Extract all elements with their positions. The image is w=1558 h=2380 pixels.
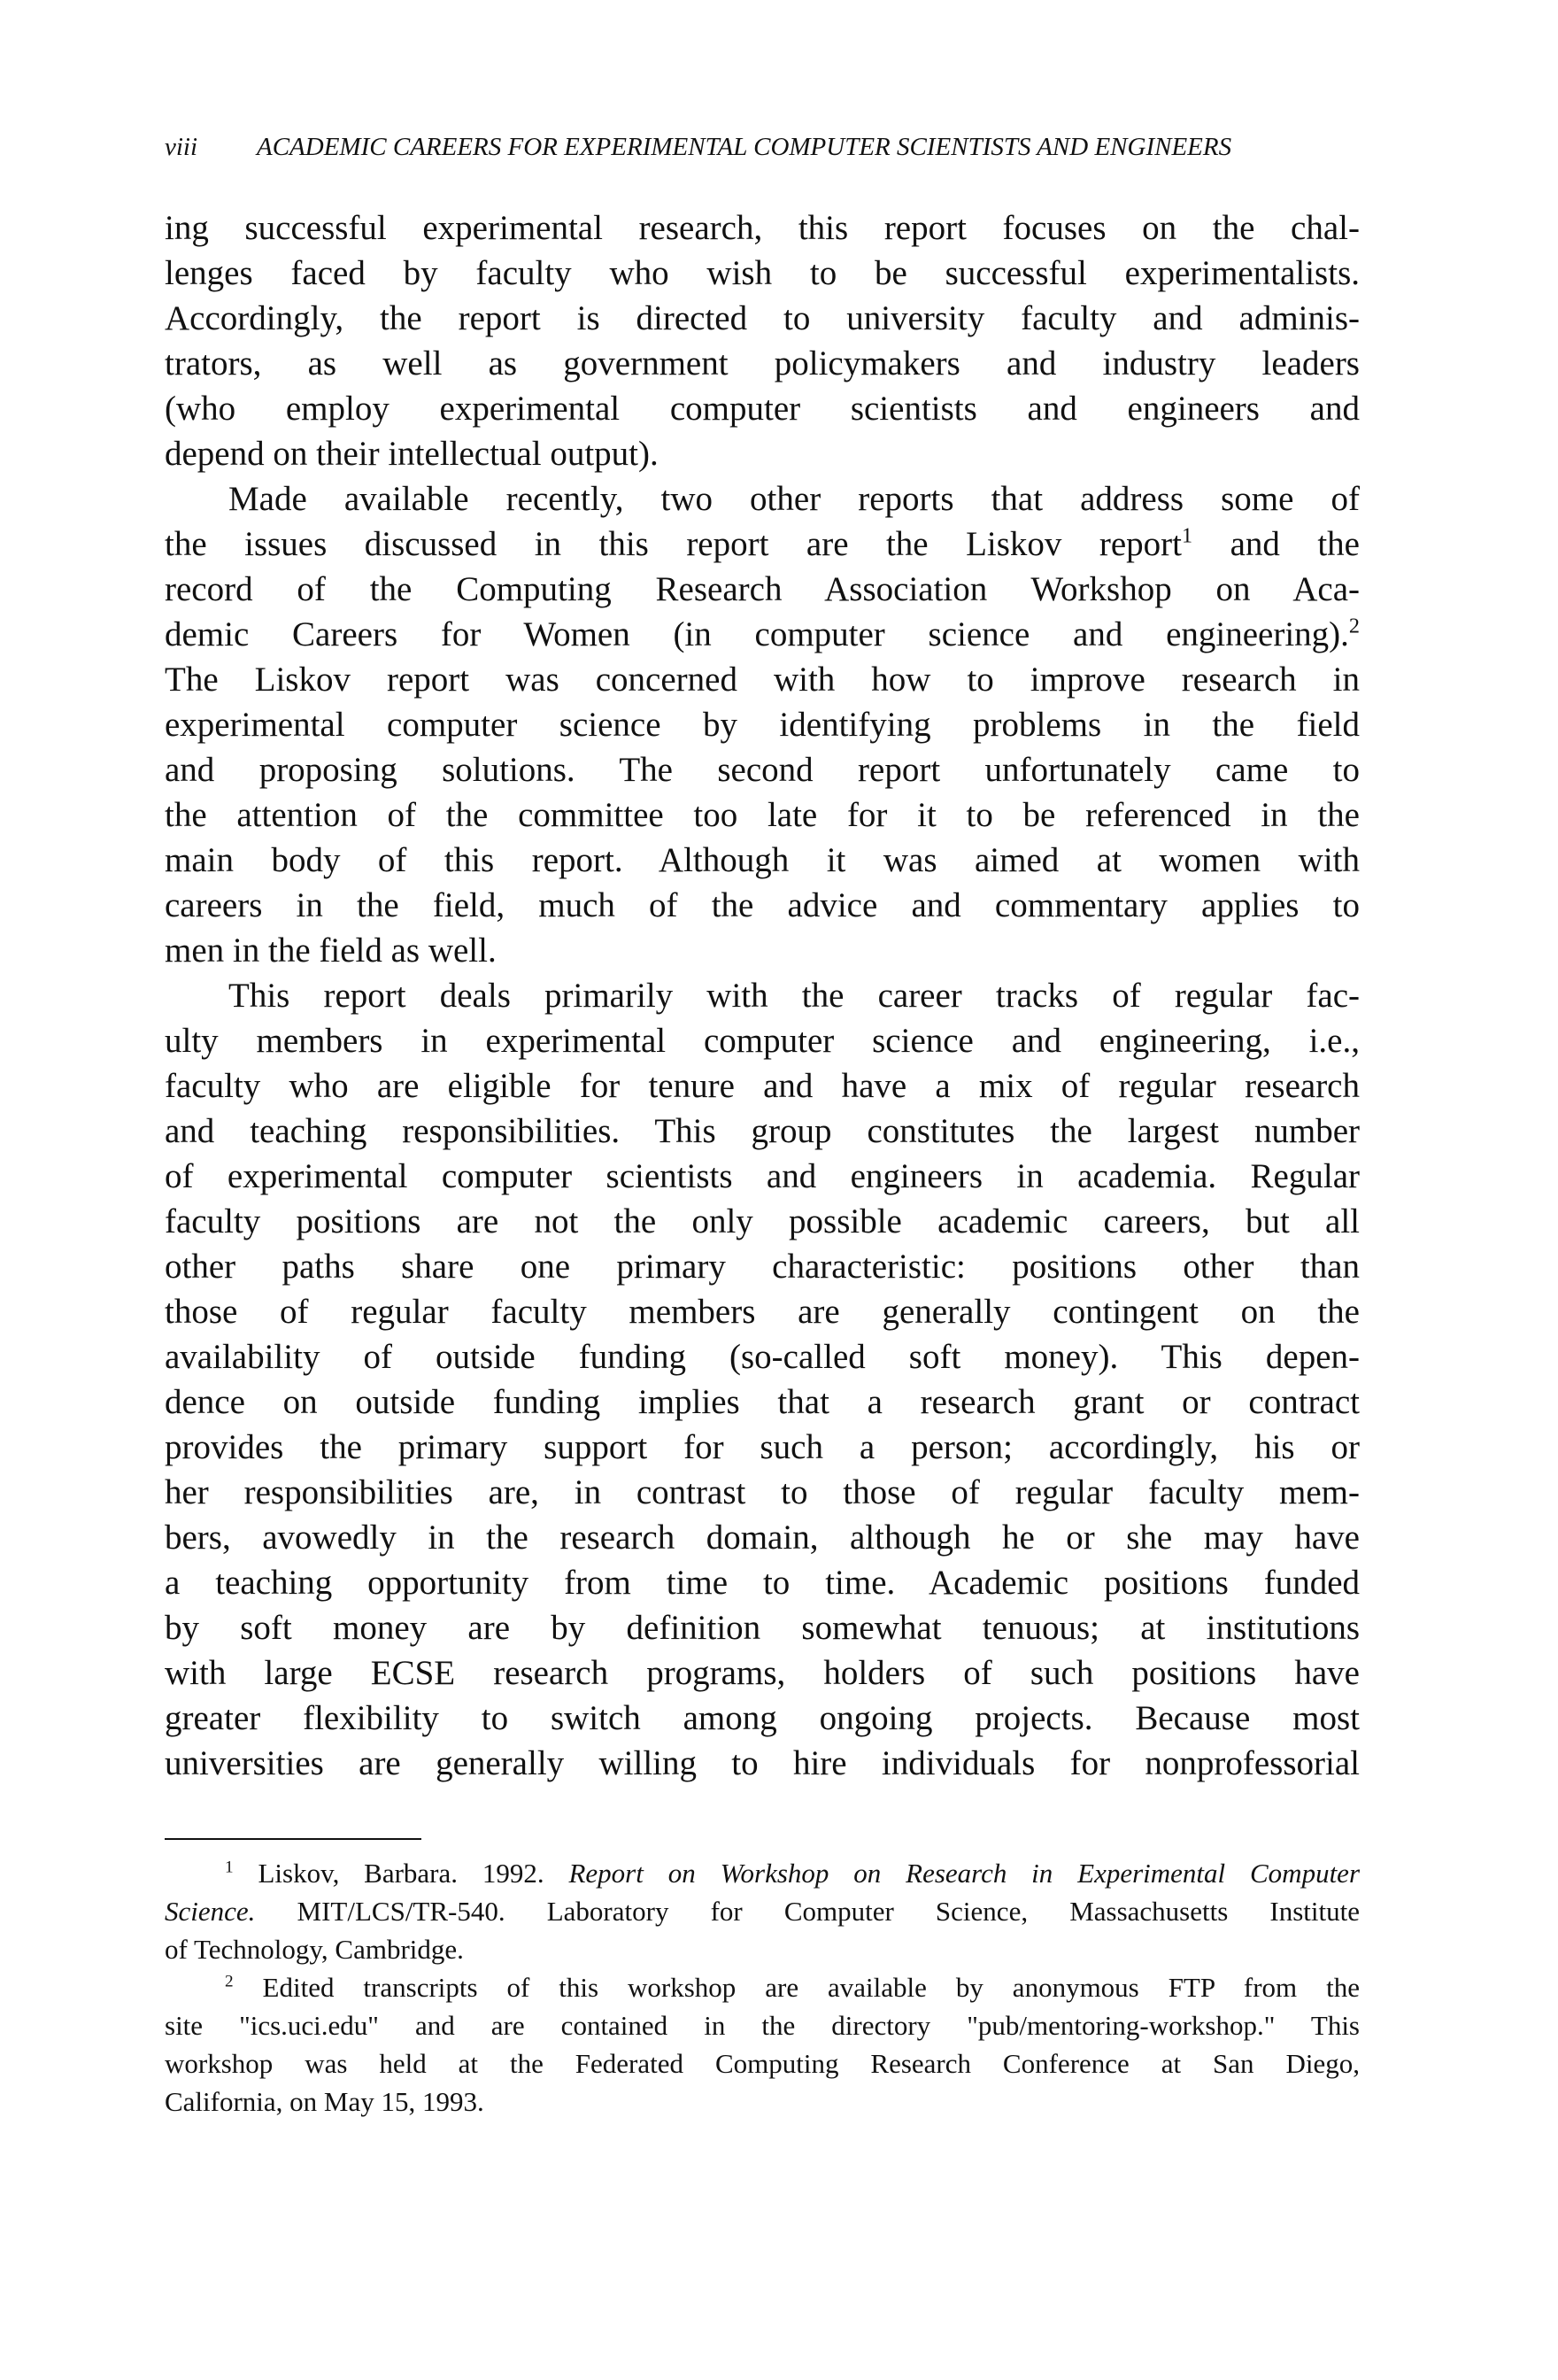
text-line — [165, 251, 1360, 296]
text: (who employ experimental computer scientists and engineers and — [165, 390, 1360, 428]
text: and the — [1192, 525, 1360, 563]
text-line — [165, 1560, 1360, 1605]
text-line — [165, 1244, 1360, 1289]
footnote-marker: 1 — [1182, 523, 1193, 548]
footnote-line — [165, 2082, 1360, 2121]
text: bers, avowedly in the research domain, although he or she may have — [165, 1518, 1360, 1557]
text: careers in the field, much of the advice and commentary applies to — [165, 886, 1360, 924]
text-line — [165, 1470, 1360, 1515]
text: of Technology, Cambridge. — [165, 1934, 464, 1965]
text-line — [165, 1334, 1360, 1379]
text-line — [165, 1515, 1360, 1560]
text: This report deals primarily with the career tracks of regular fac- — [228, 977, 1360, 1015]
text-line — [165, 1018, 1360, 1063]
footnote-line — [165, 1892, 1360, 1930]
footnote-marker: 2 — [225, 1972, 234, 1991]
text-line — [165, 522, 1360, 567]
text-line — [165, 1063, 1360, 1109]
footnote-line — [165, 1930, 1360, 1968]
text-line — [165, 1154, 1360, 1199]
running-title: ACADEMIC CAREERS FOR EXPERIMENTAL COMPUTER SCIENTISTS AND ENGINEERS — [257, 133, 1232, 161]
text: Edited transcripts of this workshop are available by anonymous FTP from the — [233, 1972, 1360, 2003]
text-line — [165, 747, 1360, 792]
text-line — [165, 431, 1360, 476]
text: greater flexibility to switch among ongoing projects. Because most — [165, 1699, 1360, 1737]
text: by soft money are by definition somewhat tenuous; at institutions — [165, 1609, 1360, 1647]
text-line — [165, 657, 1360, 702]
text: dence on outside funding implies that a research grant or contract — [165, 1383, 1360, 1421]
text: depend on their intellectual output). — [165, 435, 659, 473]
text-line — [165, 296, 1360, 341]
text-line — [165, 205, 1360, 251]
text-line — [165, 973, 1360, 1018]
text: Liskov, Barbara. 1992. — [233, 1858, 569, 1889]
text: experimental computer science by identifying problems in the field — [165, 706, 1360, 744]
text-line — [165, 341, 1360, 386]
text: availability of outside funding (so-called soft money). This depen- — [165, 1338, 1360, 1376]
text: ulty members in experimental computer science and engineering, i.e., — [165, 1022, 1360, 1060]
footnote-line — [165, 1854, 1360, 1892]
text: main body of this report. Although it was aimed at women with — [165, 841, 1360, 879]
text-line — [165, 883, 1360, 928]
text-line — [165, 702, 1360, 747]
text-line — [165, 792, 1360, 838]
footnote-line — [165, 2006, 1360, 2044]
text-line — [165, 612, 1360, 657]
text-line — [165, 1650, 1360, 1696]
text: Made available recently, two other reports that address some of — [228, 480, 1360, 518]
text: and proposing solutions. The second report unfortunately came to — [165, 751, 1360, 789]
text: The Liskov report was concerned with how to improve research in — [165, 661, 1360, 699]
text-line — [165, 1199, 1360, 1244]
text-line — [165, 386, 1360, 431]
text: workshop was held at the Federated Computing Research Conference at San Diego, — [165, 2048, 1360, 2079]
text-line — [165, 1289, 1360, 1334]
running-header — [165, 133, 1360, 162]
text: faculty who are eligible for tenure and have a mix of regular research — [165, 1067, 1360, 1105]
text: the attention of the committee too late for it to be referenced in the — [165, 796, 1360, 834]
text-line — [165, 1605, 1360, 1650]
text: those of regular faculty members are generally contingent on the — [165, 1293, 1360, 1331]
text: faculty positions are not the only possible academic careers, but all — [165, 1202, 1360, 1240]
text: other paths share one primary characteristic: positions other than — [165, 1248, 1360, 1286]
text: lenges faced by faculty who wish to be successful experimentalists. — [165, 254, 1360, 292]
text: provides the primary support for such a person; accordingly, his or — [165, 1428, 1360, 1466]
text: men in the field as well. — [165, 931, 497, 970]
footnote-marker: 2 — [1348, 614, 1360, 638]
footnotes — [165, 1854, 1360, 2121]
text: trators, as well as government policymakers and industry leaders — [165, 344, 1360, 382]
text: of experimental computer scientists and engineers in academia. Regular — [165, 1157, 1360, 1195]
text-line — [165, 1379, 1360, 1425]
text: MIT/LCS/TR-540. Laboratory for Computer Science, Massachusetts Institute — [255, 1896, 1360, 1927]
text: Accordingly, the report is directed to university faculty and adminis- — [165, 299, 1360, 337]
footnote-marker: 1 — [225, 1858, 234, 1877]
text: a teaching opportunity from time to time. Academic positions funded — [165, 1564, 1360, 1602]
text-line — [165, 838, 1360, 883]
text: site "ics.uci.edu" and are contained in the directory "pub/mentoring-workshop." This — [165, 2010, 1360, 2041]
text: demic Careers for Women (in computer science and engineering). — [165, 615, 1349, 653]
text-line — [165, 1741, 1360, 1786]
text-line — [165, 928, 1360, 973]
body-text — [165, 205, 1360, 1786]
text-line — [165, 567, 1360, 612]
footnote-line — [165, 2044, 1360, 2082]
text-line — [165, 1425, 1360, 1470]
text-line — [165, 1696, 1360, 1741]
text: the issues discussed in this report are the Liskov report — [165, 525, 1183, 563]
text: her responsibilities are, in contrast to those of regular faculty mem- — [165, 1473, 1360, 1511]
page-number: viii — [165, 133, 198, 161]
text-line — [165, 1109, 1360, 1154]
italic-text: Science. — [165, 1896, 256, 1927]
text: record of the Computing Research Association Workshop on Aca- — [165, 570, 1360, 608]
italic-text: Report on Workshop on Research in Experimental Computer — [568, 1858, 1361, 1889]
text: ing successful experimental research, this report focuses on the chal- — [165, 209, 1360, 247]
text: universities are generally willing to hire individuals for nonprofessorial — [165, 1744, 1360, 1782]
text: with large ECSE research programs, holders of such positions have — [165, 1654, 1360, 1692]
text: California, on May 15, 1993. — [165, 2086, 484, 2117]
text: and teaching responsibilities. This group constitutes the largest number — [165, 1112, 1360, 1150]
text-line — [165, 476, 1360, 522]
footnote-line — [165, 1968, 1360, 2006]
footnote-rule — [165, 1838, 421, 1840]
